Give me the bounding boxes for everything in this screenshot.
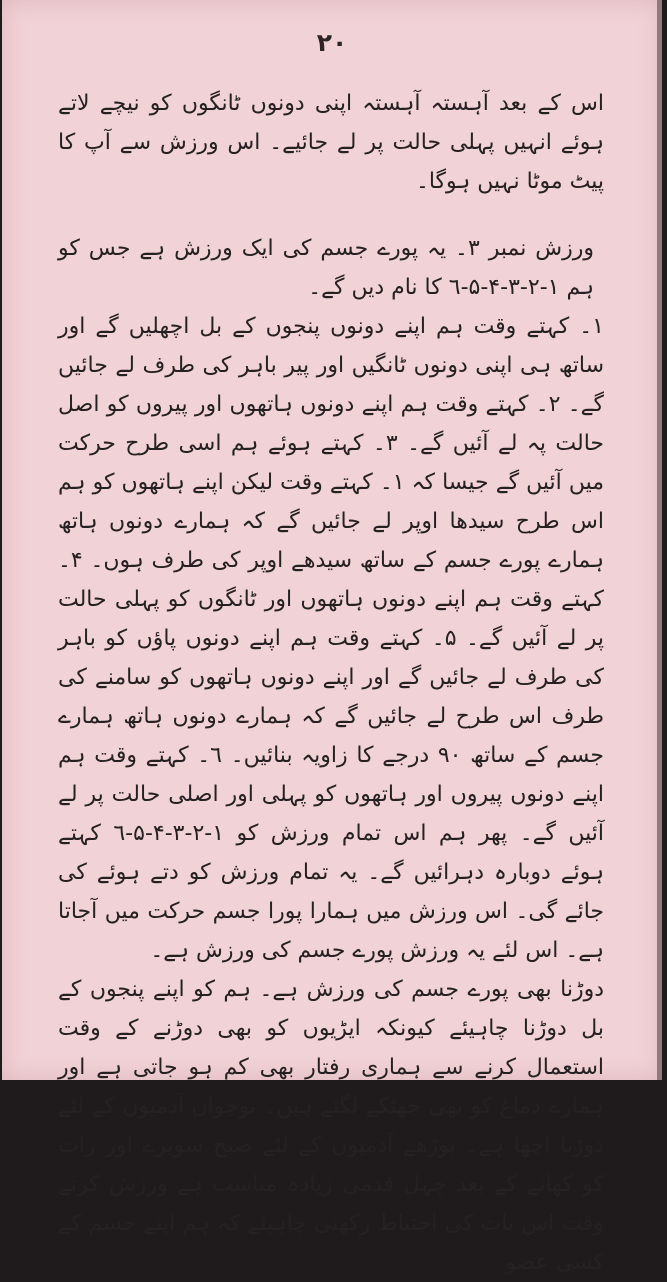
paragraph-3: ١۔ کہتے وقت ہم اپنے دونوں پنجوں کے بل اچھلیں گے اور ساتھ ہی اپنی دونوں ٹانگیں اور پیر باہر کی طرف لے جائیں گے۔ ٢۔ کہتے وقت ہم اپنے دونوں ہاتھوں اور پیروں کو اصل حالت پہ لے آئیں گے۔ ٣۔ کہتے ہوئے ہم اسی طرح حرکت میں آئیں گے جیسا کہ ١۔ کہتے وقت لیکن اپنے ہاتھوں کو ہم اس طرح سیدھا اوپر لے جائیں گے کہ ہمارے دونوں ہاتھ ہمارے پورے جسم کے ساتھ سیدھے اوپر کی طرف ہوں۔ ۴۔ کہتے وقت ہم اپنے دونوں ہاتھوں اور ٹانگوں کو پہلی حالت پر لے آئیں گے۔ ۵۔ کہتے وقت ہم اپنے دونوں پاؤں کو باہر کی طرف لے جائیں گے اور اپنے دونوں ہاتھوں کو سامنے کی طرف اس طرح لے جائیں گے کہ ہمارے دونوں ہاتھ ہمارے جسم کے ساتھ ٩٠ درجے کا زاویہ بنائیں۔ ٦۔ کہتے وقت ہم اپنے دونوں پیروں اور ہاتھوں کو پہلی اور اصلی حالت پر لے آئیں گے۔ پھر ہم اس تمام ورزش کو ١-٢-٣-۴-۵-٦ کہتے ہوئے دوبارہ دہرائیں گے۔ یہ تمام ورزش کو دتے ہوئے کی جائے گی۔ اس ورزش میں ہمارا پورا جسم حرکت میں آجاتا ہے۔ اس لئے یہ ورزش پورے جسم کی ورزش ہے۔ (58, 314, 604, 963)
page-number: ٢٠ (316, 28, 348, 57)
paragraph-1: اس کے بعد آہستہ آہستہ اپنی دونوں ٹانگوں کو نیچے لاتے ہوئے انہیں پہلی حالت پر لے جائیے۔ اس ورزش سے آپ کا پیٹ موٹا نہیں ہوگا۔ (58, 91, 604, 194)
page-body-text (58, 84, 604, 1282)
paragraph-4: دوڑنا بھی پورے جسم کی ورزش ہے۔ ہم کو اپنے پنجوں کے بل دوڑنا چاہیئے کیونکہ ایڑیوں کو بھی دوڑنے کے وقت استعمال کرنے سے ہماری رفتار بھی کم ہو جاتی ہے اور ہمارے دماغ کو بھی جھٹکے لگتے ہیں۔ نوجوان آدمیوں کے لئے دوڑنا اچھا ہے۔ بوڑھے آدمیوں کے لئے صبح سویرے اور رات کو کھانے کے بعد چہل قدمی زیادہ مناسب ہے ورزش کرتے وقت اس بات کی احتیاط رکھنی چاہیئے کہ ہم اپنے جسم کے کسی عضو (58, 977, 604, 1275)
page-edge (657, 0, 662, 1080)
book-page (2, 0, 662, 1275)
paragraph-2: ورزش نمبر ٣۔ یہ پورے جسم کی ایک ورزش ہے جس کو ہم ١-٢-٣-۴-۵-٦ کا نام دیں گے۔ (58, 236, 594, 300)
paragraph-spacer (58, 201, 604, 229)
